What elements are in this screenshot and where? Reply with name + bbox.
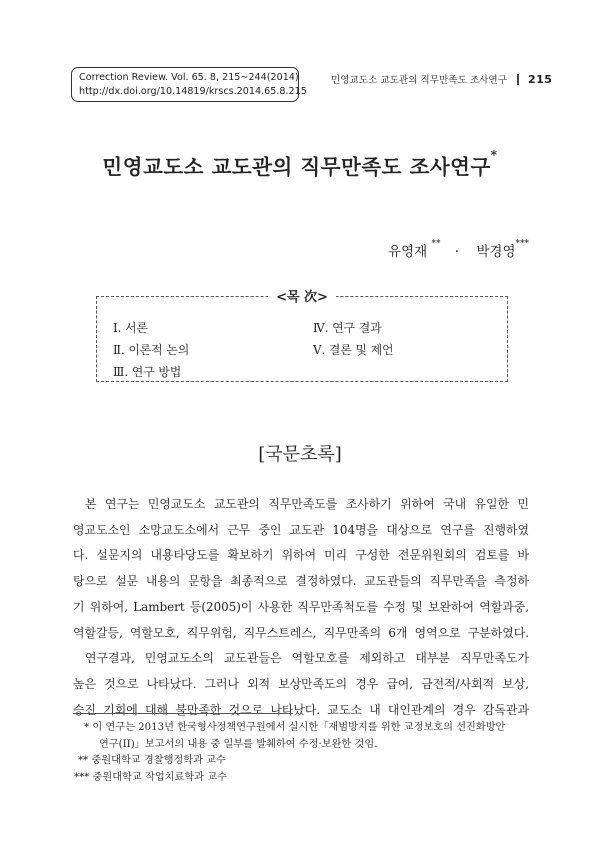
abstract-line: 탕으로 설문 내용의 문항을 최종적으로 결정하였다. 교도관들의 직무만족을 측정하 bbox=[73, 574, 529, 589]
abstract-line: 높은 것으로 나타났다. 그러나 외적 보상만족도의 경우 급여, 금전적/사회적 보상, bbox=[73, 676, 529, 691]
footnote-1 bbox=[84, 720, 544, 737]
author-2-mark: *** bbox=[515, 239, 529, 249]
abstract-line: 승진 기회에 대해 불만족한 것으로 나타났다. 교도소 내 대인관계의 경우 감독관과 bbox=[73, 702, 529, 717]
citation-box bbox=[71, 67, 307, 102]
footnote-2 bbox=[78, 753, 544, 770]
footnote-2-mark: ** bbox=[78, 755, 89, 766]
toc-heading: <목 次> bbox=[268, 290, 336, 305]
author-1: 유영재 bbox=[388, 244, 428, 260]
author-separator: · bbox=[454, 244, 460, 260]
journal-citation: Correction Review. Vol. 65. 8, 215~244(2014) bbox=[79, 72, 299, 83]
footnote-1-continued: 연구(II)」보고서의 내용 중 일부를 발췌하여 수정·보완한 것임. bbox=[99, 738, 378, 750]
table-of-contents bbox=[96, 290, 508, 382]
header-divider bbox=[517, 74, 519, 85]
paper-title bbox=[0, 150, 600, 180]
abstract-line: 연구결과, 민영교도소의 교도관들은 역할모호를 제외하고 대부분 직무만족도가 bbox=[85, 651, 529, 666]
author-1-mark: ** bbox=[431, 239, 441, 249]
abstract-line: 본 연구는 민영교도소 교도관의 직무만족도를 조사하기 위하여 국내 유일한 민 bbox=[85, 497, 529, 511]
abstract-line: 기 위하여, Lambert 등(2005)이 사용한 직무만족척도를 수정 및 보완하여 역할과중, bbox=[73, 599, 529, 614]
footnotes bbox=[74, 720, 544, 786]
footnote-3-text: 중원대학교 작업치료학과 교수 bbox=[92, 771, 227, 783]
toc-item-1: Ⅰ. 서론 bbox=[113, 321, 148, 335]
page-number: 215 bbox=[527, 72, 553, 86]
toc-item-3: Ⅲ. 연구 방법 bbox=[113, 365, 182, 379]
doi-link[interactable]: http://dx.doi.org/10.14819/krscs.2014.65.8.215 bbox=[79, 86, 307, 97]
paper-title-text: 민영교도소 교도관의 직무만족도 조사연구 bbox=[102, 155, 491, 179]
abstract-line: 영교도소인 소망교도소에서 근무 중인 교도관 104명을 대상으로 연구를 진행하였 bbox=[73, 522, 529, 537]
footnote-1-text: 이 연구는 2013년 한국형사정책연구원에서 실시한「재범방지를 위한 교정보호의 선진화방안 bbox=[92, 722, 506, 733]
abstract-line: 다. 설문지의 내용타당도를 확보하기 위하여 미리 구성한 전문위원회의 검토를 바 bbox=[73, 548, 529, 563]
running-title: 민영교도소 교도관의 직무만족도 조사연구 bbox=[331, 75, 507, 86]
abstract-line: 역할갈등, 역할모호, 직무위험, 직무스트레스, 직무만족의 6개 영역으로 구분하였다. bbox=[73, 625, 529, 640]
footnote-1-mark: * bbox=[84, 722, 90, 733]
footnote-3-mark: *** bbox=[74, 771, 90, 783]
author-2: 박경영 bbox=[476, 244, 516, 260]
footnote-3 bbox=[74, 770, 544, 787]
title-footnote-mark: * bbox=[490, 148, 498, 162]
abstract-body bbox=[73, 492, 529, 723]
toc-item-4: Ⅳ. 연구 결과 bbox=[313, 321, 382, 335]
running-header bbox=[331, 72, 552, 86]
toc-heading-wrap bbox=[97, 286, 507, 305]
abstract-heading: [국문초록] bbox=[258, 444, 342, 465]
footnote-2-text: 중원대학교 경찰행정학과 교수 bbox=[91, 755, 226, 766]
footnote-divider bbox=[73, 713, 293, 714]
toc-item-2: Ⅱ. 이론적 논의 bbox=[113, 343, 190, 357]
toc-item-5: Ⅴ. 결론 및 제언 bbox=[313, 343, 394, 357]
author-line bbox=[388, 240, 529, 260]
